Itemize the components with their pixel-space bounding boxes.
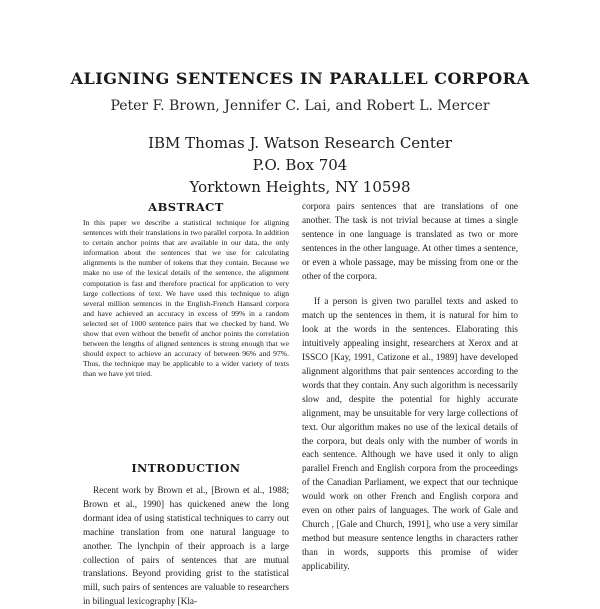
right-paragraph-1: corpora pairs sentences that are translations of one another. The task is not trivial because at times a single sentence in one language is translated as two or more sentences in the other language. At other times a sentence, or even a whole passage, may be missing from one or the other of the corpora. (302, 201, 518, 281)
right-paragraph-2: If a person is given two parallel texts and asked to match up the sentences in them, it is natural for him to look at the words in the sentences. Elaborating this intuitively appealing insight, researchers at Xerox and at ISSCO [Kay, 1991, Catizone et al., 1989] have developed alignment algorithms that pair sentences according to the words that they contain. Any such algorithm is necessarily slow and, despite the potential for highly accurate alignment, may be unsuitable for very large collections of text. Our algorithm makes no use of the lexical details of the corpora, but deals only with the number of words in each sentence. Although we have used it only to align parallel French and English corpora from the proceedings of the Canadian Parliament, we expect that our technique would work on other French and English corpora and even on other pairs of languages. The work of Gale and Church , [Gale and Church, 1991], who use a very similar method but measure sentence lengths in characters rather than in words, supports this promise of wider applicability. (302, 296, 518, 571)
abstract-heading: ABSTRACT (148, 200, 224, 214)
affiliation-line: Yorktown Heights, NY 10598 (189, 178, 411, 196)
affiliation-line: IBM Thomas J. Watson Research Center (148, 134, 452, 152)
affiliation-block (0, 132, 600, 198)
left-column (83, 200, 289, 380)
paper-authors: Peter F. Brown, Jennifer C. Lai, and Robert L. Mercer (110, 98, 490, 114)
right-column (302, 200, 518, 574)
paper-title: ALIGNING SENTENCES IN PARALLEL CORPORA (70, 69, 530, 88)
abstract-text: In this paper we describe a statistical technique for aligning sentences with their translations in two parallel corpora. In addition to certain anchor points that are available in our data, the only information about the sentences that we use for calculating alignments is the number of tokens that they contain. Because we make no use of the lexical details of the sentence, the alignment computation is fast and therefore practical for application to very large collections of text. We have used this technique to align several million sentences in the English-French Hansard corpora and have achieved an accuracy in excess of 99% in a random selected set of 1000 sentence pairs that we checked by hand. We show that even without the benefit of anchor points the correlation between the lengths of aligned sentences is strong enough that we should expect to achieve an accuracy of between 96% and 97%. Thus, the technique may be applicable to a wider variety of texts than we have yet tried. (83, 218, 289, 379)
introduction-text: Recent work by Brown et al., [Brown et al., 1988; Brown et al., 1990] has quickened anew the long dormant idea of using statistical techniques to carry out machine translation from one natural language to another. The lynchpin of their approach is a large collection of pairs of sentences that are mutual translations. Beyond providing grist to the statistical mill, such pairs of sentences are valuable to researchers in bilingual lexicography [Kla- (83, 485, 289, 607)
affiliation-line: P.O. Box 704 (252, 156, 348, 174)
introduction-heading: INTRODUCTION (131, 462, 241, 475)
